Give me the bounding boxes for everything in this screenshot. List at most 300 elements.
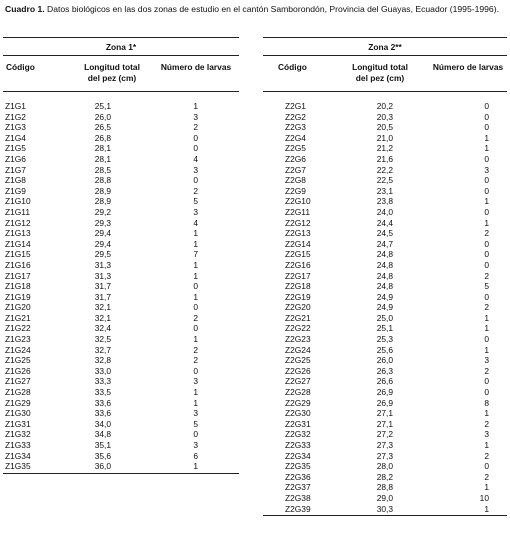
table-row [263,154,507,165]
larvae-cell: 1 [484,503,489,514]
zone-2-section [263,37,507,514]
larvae-cell: 2 [193,344,198,355]
code-cell: Z2G10 [285,196,311,207]
larvae-cell: 1 [193,101,198,111]
zone-1-header-length: Longitud total del pez (cm) [84,62,140,83]
code-cell: Z2G2 [285,111,306,122]
length-cell: 32,8 [94,355,111,366]
larvae-cell: 1 [193,238,198,249]
code-cell: Z1G8 [5,175,26,186]
code-cell: Z2G27 [285,376,311,387]
zone-1-rule [3,55,239,56]
length-cell: 27,1 [376,418,393,429]
code-cell: Z2G38 [285,492,311,503]
length-cell: 27,3 [376,450,393,461]
length-cell: 24,7 [376,238,393,249]
code-cell: Z2G5 [285,143,306,154]
length-cell: 33,3 [94,376,111,387]
table-row [263,292,507,303]
length-cell: 29,2 [94,206,111,217]
larvae-cell: 0 [484,387,489,398]
zone-1-rows [3,101,239,472]
length-cell: 26,9 [376,397,393,408]
table-row [263,440,507,451]
code-cell: Z2G24 [285,344,311,355]
table-row [263,302,507,313]
length-cell: 32,7 [94,344,111,355]
code-cell: Z1G28 [5,387,31,398]
length-cell: 23,8 [376,196,393,207]
code-cell: Z2G37 [285,482,311,493]
zone-2-header-length: Longitud total del pez (cm) [352,62,408,83]
length-cell: 24,8 [376,259,393,270]
length-cell: 26,0 [94,111,111,122]
length-cell: 28,1 [94,153,111,164]
length-cell: 30,3 [376,503,393,514]
larvae-cell: 5 [193,196,198,207]
larvae-cell: 0 [484,153,489,164]
table-row [3,218,239,229]
code-cell: Z1G14 [5,238,31,249]
code-cell: Z1G29 [5,397,31,408]
code-cell: Z1G15 [5,249,31,260]
code-cell: Z2G6 [285,153,306,164]
larvae-cell: 4 [193,153,198,164]
length-cell: 28,1 [94,143,111,154]
larvae-cell: 1 [484,312,489,323]
table-caption [5,4,505,15]
table-row [3,133,239,144]
zone-2-title: Zona 2** [368,42,402,52]
larvae-cell: 1 [484,440,489,450]
caption-label: Cuadro 1. [5,4,45,14]
length-cell: 27,3 [376,440,393,450]
larvae-cell: 1 [193,387,198,398]
code-cell: Z1G32 [5,429,31,440]
larvae-cell: 4 [193,217,198,228]
table-row [263,165,507,176]
length-cell: 29,0 [376,492,393,503]
larvae-cell: 1 [484,344,489,355]
larvae-cell: 0 [484,259,489,270]
table-row [263,122,507,133]
length-cell: 24,4 [376,217,393,228]
zone-1-section [3,37,239,472]
code-cell: Z2G1 [285,101,306,111]
length-cell: 21,0 [376,132,393,143]
code-cell: Z2G35 [285,461,311,472]
length-cell: 28,0 [376,461,393,472]
table-row [3,419,239,430]
larvae-cell: 3 [193,111,198,122]
larvae-cell: 2 [484,418,489,429]
table-row [263,101,507,112]
code-cell: Z1G3 [5,122,26,133]
table-row [263,387,507,398]
larvae-cell: 1 [193,259,198,270]
larvae-cell: 8 [484,397,489,408]
length-cell: 29,4 [94,228,111,239]
length-cell: 28,2 [376,471,393,482]
code-cell: Z1G17 [5,270,31,281]
length-cell: 24,5 [376,228,393,239]
larvae-cell: 0 [484,185,489,196]
length-cell: 23,1 [376,185,393,196]
length-cell: 33,0 [94,365,111,376]
larvae-cell: 0 [484,111,489,122]
code-cell: Z1G30 [5,408,31,419]
code-cell: Z2G11 [285,206,310,217]
length-cell: 33,6 [94,408,111,419]
code-cell: Z1G12 [5,217,31,228]
length-cell: 28,9 [94,185,111,196]
length-cell: 32,1 [94,312,111,323]
code-cell: Z1G18 [5,281,31,292]
length-cell: 29,4 [94,238,111,249]
length-cell: 21,2 [376,143,393,154]
larvae-cell: 2 [484,365,489,376]
table-row [263,239,507,250]
larvae-cell: 0 [193,323,198,334]
table-row [3,461,239,472]
larvae-cell: 0 [193,143,198,154]
length-cell: 22,2 [376,164,393,175]
table-row [263,334,507,345]
length-cell: 22,5 [376,175,393,186]
larvae-cell: 0 [484,238,489,249]
code-cell: Z2G3 [285,122,306,133]
length-cell: 34,8 [94,429,111,440]
length-cell: 32,4 [94,323,111,334]
code-cell: Z1G34 [5,450,31,461]
table-row [263,271,507,282]
length-cell: 32,1 [94,302,111,313]
larvae-cell: 2 [484,302,489,313]
code-cell: Z1G16 [5,259,31,270]
larvae-cell: 1 [484,482,489,493]
table-row [3,451,239,462]
larvae-cell: 2 [193,355,198,366]
length-cell: 25,1 [376,323,393,334]
code-cell: Z1G2 [5,111,26,122]
length-cell: 29,5 [94,249,111,260]
length-cell: 31,7 [94,281,111,292]
code-cell: Z1G19 [5,291,31,302]
length-cell: 35,6 [94,450,111,461]
code-cell: Z2G14 [285,238,311,249]
larvae-cell: 1 [484,217,489,228]
larvae-cell: 0 [484,175,489,186]
larvae-cell: 3 [484,355,489,366]
larvae-cell: 2 [484,270,489,281]
length-cell: 20,3 [376,111,393,122]
larvae-cell: 1 [193,461,198,472]
table-row [263,345,507,356]
code-cell: Z2G34 [285,450,311,461]
length-cell: 26,8 [94,132,111,143]
table-row [263,313,507,324]
table-row [3,323,239,334]
table-row [3,249,239,260]
code-cell: Z2G12 [285,217,311,228]
larvae-cell: 2 [484,450,489,461]
table-row [263,451,507,462]
code-cell: Z2G8 [285,175,306,186]
larvae-cell: 1 [484,143,489,154]
table-row [3,376,239,387]
larvae-cell: 3 [193,376,198,387]
table-row [263,218,507,229]
table-row [3,175,239,186]
code-cell: Z1G31 [5,418,31,429]
length-cell: 27,1 [376,408,393,419]
larvae-cell: 0 [193,302,198,313]
table-row [3,440,239,451]
code-cell: Z1G7 [5,164,26,175]
table-end-rule [3,473,239,474]
larvae-cell: 7 [193,249,198,260]
larvae-cell: 0 [484,334,489,345]
code-cell: Z1G33 [5,440,31,450]
code-cell: Z2G39 [285,503,311,514]
table-row [3,228,239,239]
code-cell: Z2G36 [285,471,311,482]
table-row [263,249,507,260]
larvae-cell: 3 [484,164,489,175]
length-cell: 24,9 [376,291,393,302]
table-row [3,271,239,282]
length-cell: 35,1 [94,440,111,450]
code-cell: Z1G9 [5,185,26,196]
table-row [3,186,239,197]
length-cell: 21,6 [376,153,393,164]
code-cell: Z2G13 [285,228,311,239]
code-cell: Z2G26 [285,365,311,376]
larvae-cell: 1 [193,270,198,281]
larvae-cell: 0 [484,122,489,133]
zone-1-title: Zona 1* [105,42,137,52]
zone-1-header-code: Código [6,62,35,72]
larvae-cell: 3 [193,206,198,217]
larvae-cell: 2 [193,185,198,196]
table-row [263,408,507,419]
table-row [3,398,239,409]
larvae-cell: 10 [479,492,489,503]
larvae-cell: 0 [193,365,198,376]
larvae-cell: 2 [484,228,489,239]
table-row [3,408,239,419]
larvae-cell: 1 [484,323,489,334]
table-row [3,387,239,398]
table-row [3,366,239,377]
code-cell: Z1G20 [5,302,31,313]
code-cell: Z2G16 [285,259,311,270]
larvae-cell: 0 [484,206,489,217]
table-row [263,112,507,123]
larvae-cell: 5 [484,281,489,292]
table-row [263,429,507,440]
table-row [3,260,239,271]
table-row [263,133,507,144]
code-cell: Z1G22 [5,323,31,334]
length-cell: 33,5 [94,387,111,398]
code-cell: Z2G33 [285,440,311,450]
table-row [3,154,239,165]
length-cell: 31,7 [94,291,111,302]
length-cell: 26,6 [376,376,393,387]
table-row [263,281,507,292]
table-row [3,345,239,356]
code-cell: Z2G9 [285,185,306,196]
length-cell: 24,8 [376,281,393,292]
length-cell: 26,3 [376,365,393,376]
table-row [263,186,507,197]
length-cell: 24,0 [376,206,393,217]
code-cell: Z2G31 [285,418,311,429]
code-cell: Z2G15 [285,249,311,260]
table-row [3,101,239,112]
table-row [3,302,239,313]
larvae-cell: 5 [193,418,198,429]
table-end-rule [263,515,507,516]
larvae-cell: 3 [484,429,489,440]
length-cell: 31,3 [94,270,111,281]
larvae-cell: 0 [484,376,489,387]
table-row [3,334,239,345]
larvae-cell: 2 [193,122,198,133]
length-cell: 29,3 [94,217,111,228]
code-cell: Z1G10 [5,196,31,207]
zone-2-rows [263,101,507,514]
code-cell: Z2G17 [285,270,311,281]
table-row [263,323,507,334]
code-cell: Z1G26 [5,365,31,376]
length-cell: 24,8 [376,270,393,281]
code-cell: Z2G28 [285,387,311,398]
larvae-cell: 1 [193,397,198,408]
length-cell: 25,6 [376,344,393,355]
table-row [263,207,507,218]
table-row [3,429,239,440]
code-cell: Z2G18 [285,281,311,292]
table-row [3,313,239,324]
table-row [3,143,239,154]
zone-1-header-rule [3,91,239,92]
length-cell: 24,9 [376,302,393,313]
code-cell: Z1G23 [5,334,31,345]
length-cell: 28,9 [94,196,111,207]
table-row [3,207,239,218]
code-cell: Z2G23 [285,334,311,345]
larvae-cell: 2 [484,471,489,482]
table-row [263,419,507,430]
code-cell: Z1G25 [5,355,31,366]
length-cell: 25,1 [94,101,111,111]
table-row [263,472,507,483]
length-cell: 25,3 [376,334,393,345]
code-cell: Z2G20 [285,302,311,313]
length-cell: 28,5 [94,164,111,175]
caption-text: Datos biológicos en las dos zonas de estudio en el cantón Samborondón, Provincia del Guayas, Ecuador (1995-1996). [44,4,499,14]
table-row [3,196,239,207]
table-row [3,112,239,123]
code-cell: Z2G32 [285,429,311,440]
code-cell: Z1G1 [5,101,26,111]
code-cell: Z2G21 [285,312,311,323]
zone-2-header-code: Código [278,62,307,72]
zone-2-rule [263,55,507,56]
code-cell: Z1G6 [5,153,26,164]
code-cell: Z1G24 [5,344,31,355]
length-cell: 28,8 [94,175,111,186]
length-cell: 25,0 [376,312,393,323]
table-row [263,228,507,239]
larvae-cell: 1 [484,408,489,419]
table-row [3,281,239,292]
table-row [263,260,507,271]
larvae-cell: 0 [484,101,489,111]
larvae-cell: 1 [193,334,198,345]
larvae-cell: 0 [193,281,198,292]
code-cell: Z2G30 [285,408,311,419]
zone-1-header-larvae: Número de larvas [160,62,232,72]
larvae-cell: 2 [193,312,198,323]
table-row [263,143,507,154]
table-row [263,376,507,387]
length-cell: 33,6 [94,397,111,408]
larvae-cell: 0 [193,175,198,186]
length-cell: 20,2 [376,101,393,111]
larvae-cell: 1 [193,291,198,302]
table-row [263,355,507,366]
larvae-cell: 1 [484,132,489,143]
table-row [263,461,507,472]
length-cell: 26,5 [94,122,111,133]
table-row [263,175,507,186]
length-cell: 20,5 [376,122,393,133]
code-cell: Z1G21 [5,312,31,323]
length-cell: 36,0 [94,461,111,472]
code-cell: Z1G11 [5,206,30,217]
table-row [263,504,507,515]
code-cell: Z2G19 [285,291,311,302]
code-cell: Z1G27 [5,376,31,387]
length-cell: 28,8 [376,482,393,493]
code-cell: Z2G4 [285,132,306,143]
larvae-cell: 0 [484,249,489,260]
table-row [3,122,239,133]
zone-2-header-larvae: Número de larvas [432,62,504,72]
length-cell: 31,3 [94,259,111,270]
table-row [263,482,507,493]
table-row [3,355,239,366]
table-row [3,239,239,250]
length-cell: 24,8 [376,249,393,260]
zone-2-header-rule [263,91,507,92]
larvae-cell: 0 [484,291,489,302]
length-cell: 26,0 [376,355,393,366]
table-row [3,292,239,303]
length-cell: 27,2 [376,429,393,440]
code-cell: Z2G29 [285,397,311,408]
larvae-cell: 6 [193,450,198,461]
larvae-cell: 0 [484,461,489,472]
code-cell: Z1G4 [5,132,26,143]
table-row [3,165,239,176]
table-row [263,398,507,409]
larvae-cell: 3 [193,440,198,450]
larvae-cell: 3 [193,164,198,175]
